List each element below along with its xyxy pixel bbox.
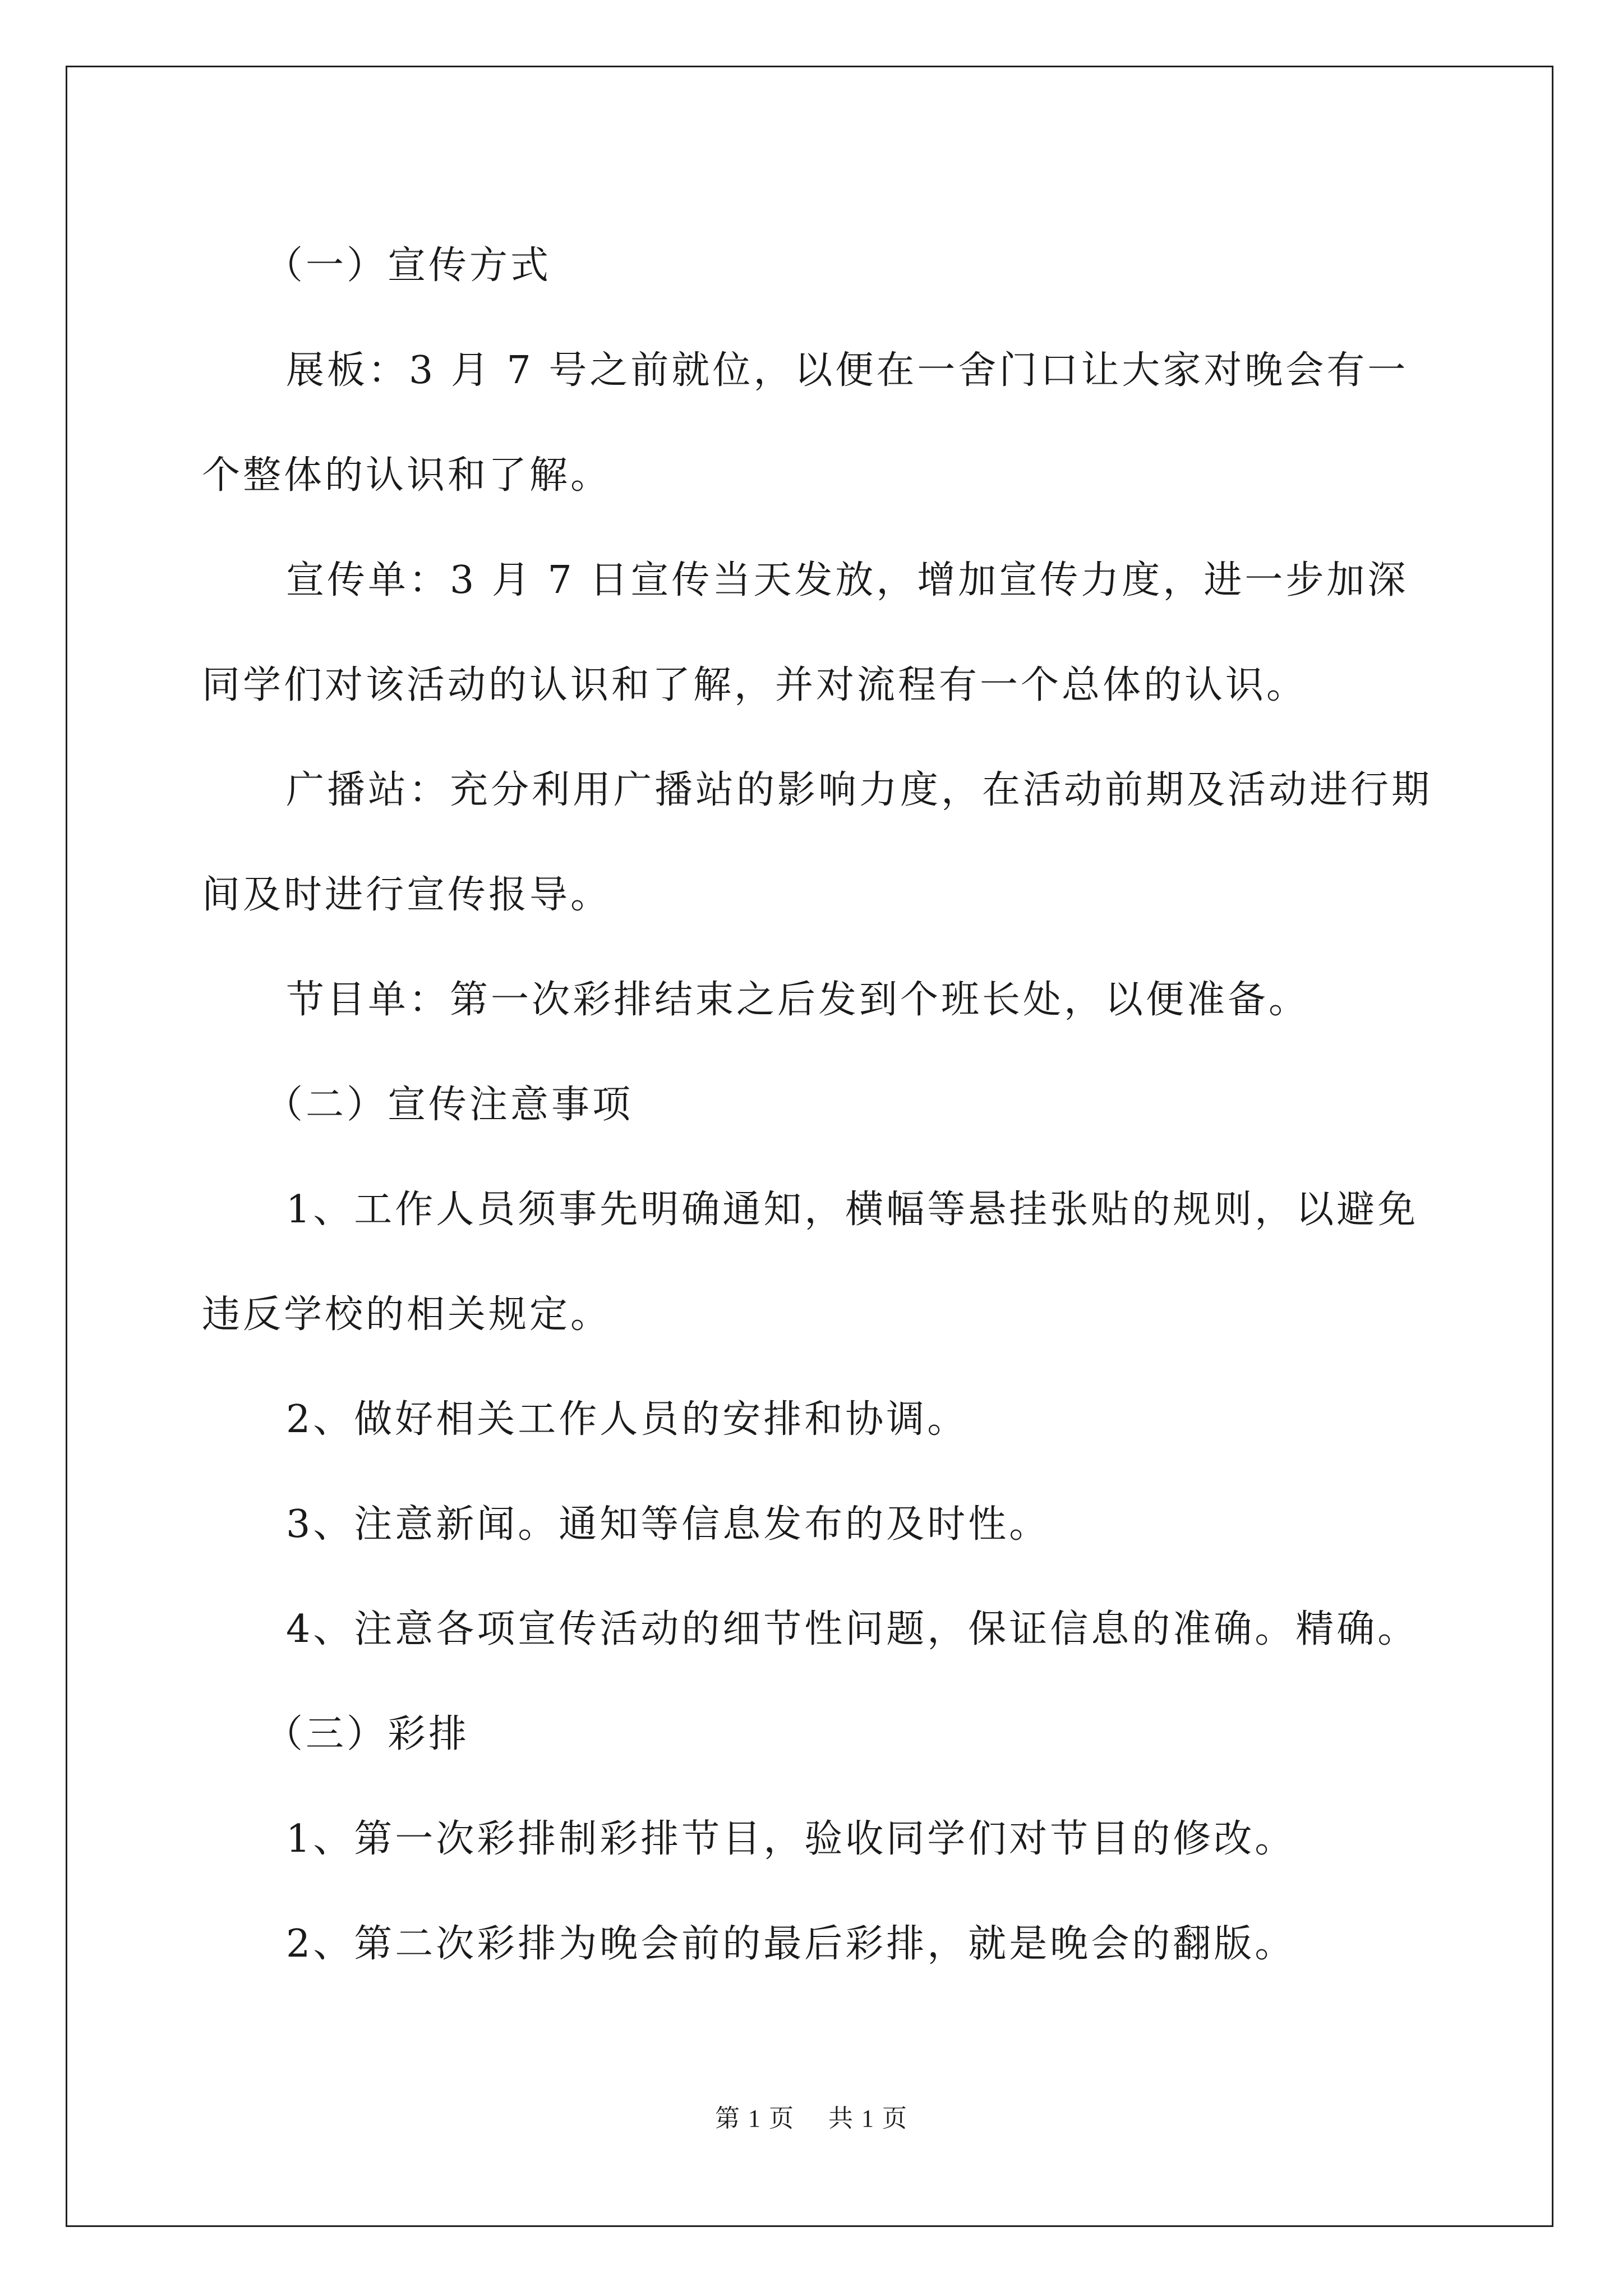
paragraph-flyer: 宣传单：3 月 7 日宣传当天发放，增加宣传力度，进一步加深同学们对该活动的认识和了解，并对流程有一个总体的认识。 [202, 558, 1409, 707]
document-body [202, 213, 1436, 1996]
section-heading-publicity-methods: （一）宣传方式 [265, 243, 552, 288]
list-item-notice-rules: 1、工作人员须事先明确通知，横幅等悬挂张贴的规则，以避免违反学校的相关规定。 [202, 1188, 1419, 1337]
page-number-total: 共 1 页 [828, 2105, 908, 2132]
list-item-first-rehearsal: 1、第一次彩排制彩排节目，验收同学们对节目的修改。 [286, 1817, 1296, 1861]
list-item-details: 4、注意各项宣传活动的细节性问题，保证信息的准确。精确。 [286, 1607, 1419, 1651]
page-number-current: 第 1 页 [715, 2105, 795, 2132]
page-footer [0, 2098, 1623, 2134]
list-item-staff-arrangement: 2、做好相关工作人员的安排和协调。 [286, 1397, 969, 1442]
paragraph-display-board: 展板：3 月 7 号之前就位，以便在一舍门口让大家对晚会有一个整体的认识和了解。 [202, 348, 1409, 498]
list-item-second-rehearsal: 2、第二次彩排为晚会前的最后彩排，就是晚会的翻版。 [286, 1922, 1296, 1966]
section-heading-publicity-notes: （二）宣传注意事项 [265, 1083, 634, 1127]
paragraph-program-list: 节目单：第一次彩排结束之后发到个班长处，以便准备。 [286, 978, 1310, 1022]
list-item-timeliness: 3、注意新闻。通知等信息发布的及时性。 [286, 1502, 1050, 1547]
paragraph-broadcast-station: 广播站：充分利用广播站的影响力度，在活动前期及活动进行期间及时进行宣传报导。 [202, 768, 1433, 917]
section-heading-rehearsal: （三）彩排 [265, 1712, 470, 1756]
